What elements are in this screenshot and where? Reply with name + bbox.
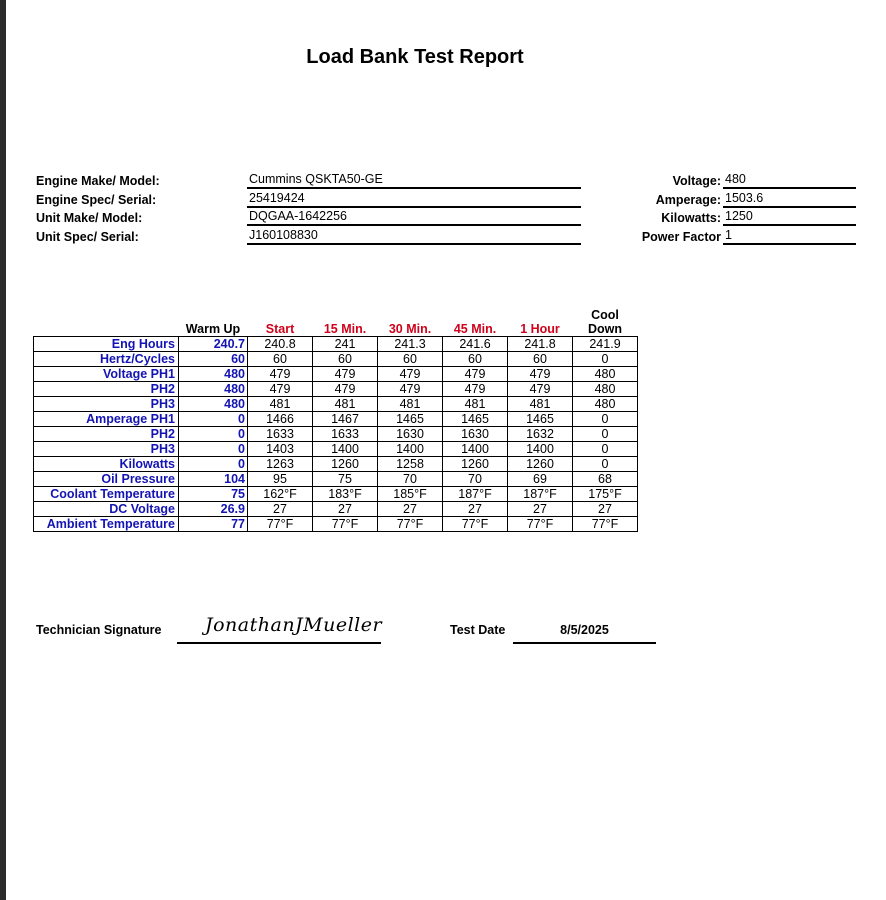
table-row bbox=[34, 517, 638, 532]
table-cell: 75 bbox=[313, 472, 378, 487]
unit-serial-value: J160108830 bbox=[247, 228, 581, 245]
table-row bbox=[34, 502, 638, 517]
table-cell: 1260 bbox=[443, 457, 508, 472]
table-cell: 27 bbox=[573, 502, 638, 517]
table-cell: 0 bbox=[573, 352, 638, 367]
test-date-value: 8/5/2025 bbox=[560, 623, 609, 637]
table-cell: 60 bbox=[443, 352, 508, 367]
table-cell: 1465 bbox=[508, 412, 573, 427]
load-test-table bbox=[33, 308, 638, 532]
table-cell: 187°F bbox=[443, 487, 508, 502]
warm-up-cell: 480 bbox=[179, 382, 248, 397]
table-cell: 185°F bbox=[378, 487, 443, 502]
warm-up-cell: 0 bbox=[179, 412, 248, 427]
table-cell: 95 bbox=[248, 472, 313, 487]
table-cell: 479 bbox=[313, 382, 378, 397]
warm-up-cell: 0 bbox=[179, 442, 248, 457]
table-cell: 481 bbox=[378, 397, 443, 412]
table-cell: 1467 bbox=[313, 412, 378, 427]
table-cell: 241.9 bbox=[573, 337, 638, 352]
engine-serial-value: 25419424 bbox=[247, 191, 581, 208]
technician-signature: JonathanJMueller bbox=[205, 614, 383, 636]
table-cell: 480 bbox=[573, 367, 638, 382]
table-cell: 1633 bbox=[248, 427, 313, 442]
row-label: Coolant Temperature bbox=[34, 487, 179, 502]
table-row bbox=[34, 397, 638, 412]
table-cell: 77°F bbox=[378, 517, 443, 532]
table-cell: 68 bbox=[573, 472, 638, 487]
table-cell: 479 bbox=[378, 367, 443, 382]
table-cell: 0 bbox=[573, 412, 638, 427]
warm-up-cell: 480 bbox=[179, 367, 248, 382]
table-cell: 1400 bbox=[508, 442, 573, 457]
page-edge-bar bbox=[0, 0, 6, 900]
header-cool-down: Cool Down bbox=[587, 308, 623, 336]
table-cell: 77°F bbox=[508, 517, 573, 532]
table-cell: 162°F bbox=[248, 487, 313, 502]
test-date-line bbox=[513, 642, 656, 644]
table-cell: 479 bbox=[443, 382, 508, 397]
row-label: DC Voltage bbox=[34, 502, 179, 517]
table-cell: 1400 bbox=[313, 442, 378, 457]
warm-up-cell: 77 bbox=[179, 517, 248, 532]
table-cell: 0 bbox=[573, 442, 638, 457]
table-cell: 1466 bbox=[248, 412, 313, 427]
row-label: Voltage PH1 bbox=[34, 367, 179, 382]
table-cell: 1633 bbox=[313, 427, 378, 442]
row-label: Hertz/Cycles bbox=[34, 352, 179, 367]
header-15-min: 15 Min. bbox=[323, 322, 367, 336]
table-cell: 481 bbox=[443, 397, 508, 412]
unit-serial-label: Unit Spec/ Serial: bbox=[36, 230, 139, 244]
table-cell: 1258 bbox=[378, 457, 443, 472]
table-cell: 1465 bbox=[443, 412, 508, 427]
table-cell: 1465 bbox=[378, 412, 443, 427]
table-cell: 27 bbox=[313, 502, 378, 517]
table-cell: 1632 bbox=[508, 427, 573, 442]
row-label: PH2 bbox=[34, 382, 179, 397]
row-label: Oil Pressure bbox=[34, 472, 179, 487]
table-cell: 241.3 bbox=[378, 337, 443, 352]
engine-make-value: Cummins QSKTA50-GE bbox=[247, 172, 581, 189]
unit-make-label: Unit Make/ Model: bbox=[36, 211, 143, 225]
table-cell: 1260 bbox=[508, 457, 573, 472]
table-cell: 77°F bbox=[573, 517, 638, 532]
table-cell: 241.6 bbox=[443, 337, 508, 352]
table-row bbox=[34, 367, 638, 382]
warm-up-cell: 104 bbox=[179, 472, 248, 487]
unit-make-value: DQGAA-1642256 bbox=[247, 209, 581, 226]
warm-up-cell: 26.9 bbox=[179, 502, 248, 517]
power-factor-label: Power Factor bbox=[641, 230, 721, 244]
table-cell: 1400 bbox=[443, 442, 508, 457]
table-cell: 241 bbox=[313, 337, 378, 352]
table-cell: 241.8 bbox=[508, 337, 573, 352]
header-blank bbox=[34, 308, 179, 337]
warm-up-cell: 75 bbox=[179, 487, 248, 502]
table-row bbox=[34, 427, 638, 442]
report-title: Load Bank Test Report bbox=[306, 46, 524, 68]
warm-up-cell: 0 bbox=[179, 427, 248, 442]
warm-up-cell: 0 bbox=[179, 457, 248, 472]
table-cell: 70 bbox=[378, 472, 443, 487]
row-label: PH2 bbox=[34, 427, 179, 442]
row-label: Kilowatts bbox=[34, 457, 179, 472]
table-cell: 480 bbox=[573, 382, 638, 397]
table-cell: 77°F bbox=[248, 517, 313, 532]
table-cell: 77°F bbox=[443, 517, 508, 532]
table-row bbox=[34, 457, 638, 472]
table-cell: 27 bbox=[378, 502, 443, 517]
voltage-value: 480 bbox=[723, 172, 856, 189]
table-cell: 1263 bbox=[248, 457, 313, 472]
table-cell: 481 bbox=[248, 397, 313, 412]
table-cell: 70 bbox=[443, 472, 508, 487]
table-cell: 481 bbox=[313, 397, 378, 412]
table-cell: 480 bbox=[573, 397, 638, 412]
table-cell: 479 bbox=[508, 382, 573, 397]
table-cell: 77°F bbox=[313, 517, 378, 532]
table-cell: 481 bbox=[508, 397, 573, 412]
warm-up-cell: 480 bbox=[179, 397, 248, 412]
header-start: Start bbox=[265, 322, 295, 336]
table-cell: 0 bbox=[573, 427, 638, 442]
table-cell: 60 bbox=[248, 352, 313, 367]
table-row bbox=[34, 337, 638, 352]
header-warm-up: Warm Up bbox=[185, 322, 241, 336]
table-cell: 479 bbox=[248, 367, 313, 382]
table-row bbox=[34, 442, 638, 457]
table-cell: 27 bbox=[248, 502, 313, 517]
table-row bbox=[34, 472, 638, 487]
row-label: Ambient Temperature bbox=[34, 517, 179, 532]
warm-up-cell: 240.7 bbox=[179, 337, 248, 352]
technician-signature-label: Technician Signature bbox=[36, 623, 162, 637]
table-cell: 175°F bbox=[573, 487, 638, 502]
engine-serial-label: Engine Spec/ Serial: bbox=[36, 193, 157, 207]
table-header-row bbox=[34, 308, 638, 337]
kilowatts-label: Kilowatts: bbox=[661, 211, 721, 225]
table-cell: 479 bbox=[378, 382, 443, 397]
table-cell: 479 bbox=[508, 367, 573, 382]
table-cell: 69 bbox=[508, 472, 573, 487]
row-label: PH3 bbox=[34, 397, 179, 412]
header-30-min: 30 Min. bbox=[388, 322, 432, 336]
table-row bbox=[34, 412, 638, 427]
table-cell: 27 bbox=[508, 502, 573, 517]
table-cell: 1630 bbox=[443, 427, 508, 442]
row-label: PH3 bbox=[34, 442, 179, 457]
amperage-value: 1503.6 bbox=[723, 191, 856, 208]
kilowatts-value: 1250 bbox=[723, 209, 856, 226]
table-cell: 1630 bbox=[378, 427, 443, 442]
test-date-label: Test Date bbox=[450, 623, 506, 637]
table-cell: 240.8 bbox=[248, 337, 313, 352]
table-row bbox=[34, 487, 638, 502]
table-cell: 183°F bbox=[313, 487, 378, 502]
engine-make-label: Engine Make/ Model: bbox=[36, 174, 160, 188]
table-cell: 1403 bbox=[248, 442, 313, 457]
row-label: Eng Hours bbox=[34, 337, 179, 352]
table-cell: 479 bbox=[248, 382, 313, 397]
table-cell: 479 bbox=[443, 367, 508, 382]
table-row bbox=[34, 352, 638, 367]
voltage-label: Voltage: bbox=[672, 174, 721, 188]
table-cell: 60 bbox=[378, 352, 443, 367]
header-45-min: 45 Min. bbox=[453, 322, 497, 336]
table-cell: 60 bbox=[313, 352, 378, 367]
table-cell: 1400 bbox=[378, 442, 443, 457]
table-row bbox=[34, 382, 638, 397]
table-cell: 187°F bbox=[508, 487, 573, 502]
table-cell: 1260 bbox=[313, 457, 378, 472]
amperage-label: Amperage: bbox=[655, 193, 721, 207]
power-factor-value: 1 bbox=[723, 228, 856, 245]
table-cell: 0 bbox=[573, 457, 638, 472]
row-label: Amperage PH1 bbox=[34, 412, 179, 427]
warm-up-cell: 60 bbox=[179, 352, 248, 367]
table-cell: 27 bbox=[443, 502, 508, 517]
signature-line bbox=[177, 642, 381, 644]
table-cell: 479 bbox=[313, 367, 378, 382]
header-1-hour: 1 Hour bbox=[520, 322, 560, 336]
table-cell: 60 bbox=[508, 352, 573, 367]
